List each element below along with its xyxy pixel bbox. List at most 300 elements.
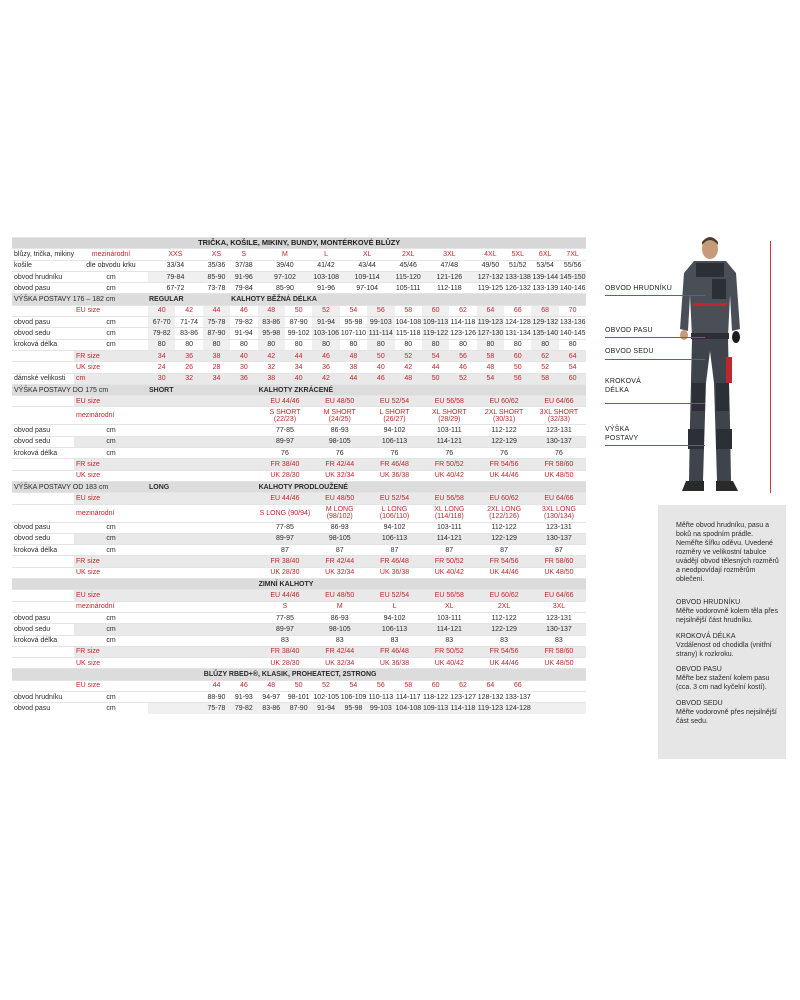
row-label [12,658,74,669]
size-value: 50 [367,350,394,361]
size-value: 80 [239,341,248,349]
unit-label: UK size [76,659,101,667]
size-value: FR 42/44 [312,459,367,470]
size-value: 124-128 [505,318,531,326]
size-value: 37/38 [235,262,253,270]
size-header: 48 [258,305,285,316]
size-value: 40 [230,350,257,361]
size-header: 40 [148,305,175,316]
size-header: XL [362,250,372,258]
label-waist: OBVOD PASU [605,327,653,334]
size-value: FR 46/48 [367,646,422,657]
size-value: 99-102 [287,330,310,338]
empty-cell [148,436,258,447]
size-value: FR 58/60 [531,556,586,567]
size-value: 122-129 [477,533,532,544]
size-value: 87 [390,546,399,554]
waist-line [605,337,705,338]
size-value: 83 [335,637,344,645]
fr-row [12,459,586,470]
size-value: XL SHORT (28/29) [431,408,467,423]
size-header: 62 [459,307,467,315]
info-intro: Měřte obvod hrudníku, pasu a boků na spodním prádle. Neměřte šířku oděvu. Uvedené rozměry ve velikostní tabulce uvádějí obvod tělesných rozměrů a neodpovídají rozměrům oblečení. [676,522,779,583]
size-header: 7XL [566,250,579,258]
size-value: 87 [335,546,344,554]
row-label: obvod sedu [14,535,51,543]
size-value: 40 [376,363,385,371]
size-value: 77-85 [276,614,294,622]
unit-label: UK size [76,472,101,480]
section-spacer [12,669,203,680]
size-value: 52 [395,350,422,361]
size-value: 123-131 [546,427,572,435]
size-value: 94-102 [383,614,406,622]
size-value: UK 44/46 [489,659,519,667]
size-value: 80 [312,339,339,350]
chest-line [605,295,705,296]
table-row [12,691,586,702]
size-value: 2XL LONG (122/126) [487,506,522,521]
row-label: dámské velikosti [14,375,66,383]
size-value: 111-114 [367,328,394,339]
size-value: EU 56/58 [422,590,477,601]
eu-row [12,680,586,691]
size-value: 114-118 [449,703,476,714]
row-label: kroková délka [14,341,58,349]
size-value: 124-128 [504,703,531,714]
size-value: 99-103 [367,703,394,714]
size-value: FR 58/60 [531,646,586,657]
empty-cell [148,504,258,522]
size-value: 40 [285,373,312,384]
size-value: 110-113 [368,693,394,701]
size-value: 44 [340,373,367,384]
size-value: 91-93 [234,693,253,701]
intl-row [12,504,586,522]
size-value: 121-126 [422,271,477,282]
size-value: 98-105 [312,436,367,447]
worker-figure [600,233,790,503]
unit-label: cm [106,546,116,554]
size-value: 83 [555,637,563,645]
size-value: 109-114 [340,271,395,282]
unit-label: EU size [76,307,101,315]
row-label: obvod pasu [14,284,51,292]
size-value: 80 [422,339,449,350]
empty-cell [531,703,586,714]
size-value: UK 36/38 [379,569,410,577]
size-value: 123-126 [450,330,476,338]
size-value: 46 [312,350,339,361]
size-value: 123-131 [546,524,572,532]
unit-label: cm [106,284,116,292]
size-value: 64 [559,350,587,361]
unit-label: dle obvodu krku [86,262,136,270]
unit-label: cm [74,624,148,635]
size-value: UK 32/34 [325,659,355,667]
size-value: 53/54 [536,262,554,270]
size-value: 112-122 [491,614,517,622]
size-value: 48 [395,373,422,384]
table-row [12,545,586,556]
size-header: 58 [404,307,413,315]
height-measure-line [770,241,771,493]
size-header: 58 [404,682,413,690]
size-value: EU 52/54 [367,396,422,407]
size-value: 67-70 [148,317,175,328]
size-value: 123-131 [546,614,572,622]
size-value: 77-85 [276,524,294,532]
size-value: 102-105 [313,693,340,701]
size-value: 127-132 [477,271,504,282]
size-value: 133-136 [559,318,586,326]
size-value: FR 54/56 [477,556,532,567]
row-label: obvod pasu [14,318,51,326]
size-value: 46 [459,363,467,371]
size-value: 88-90 [207,693,226,701]
size-value: 56 [449,350,476,361]
size-value: 49/50 [481,262,500,270]
section-name: LONG [148,481,258,492]
size-value: 43/44 [358,262,376,270]
size-value: 103-108 [312,271,339,282]
size-value: 38 [349,363,358,371]
row-label: kroková délka [14,546,58,554]
measurement-info-box [658,505,786,759]
size-header: 44 [212,682,221,690]
size-value: 52 [449,373,476,384]
table-row [12,260,586,271]
size-value: XL LONG (114/118) [434,506,465,521]
size-value: 89-97 [258,436,313,447]
size-value: 91-94 [312,317,339,328]
size-value: 91-96 [317,284,335,292]
ladies-row [12,373,586,384]
size-value: 98-105 [312,624,367,635]
size-value: 87-90 [285,703,312,714]
uk-row [12,470,586,481]
size-header: M [282,250,288,258]
unit-label: FR size [74,556,148,567]
size-header: 56 [376,682,385,690]
size-value: 103-111 [436,524,462,532]
section-title: ZIMNÍ KALHOTY [258,579,587,590]
size-value: 97-104 [356,284,379,292]
size-value: EU 64/66 [531,590,586,601]
size-header: 66 [513,682,522,690]
size-value: 128-132 [477,693,504,701]
size-value: 80 [258,339,285,350]
size-value: 46 [367,373,394,384]
size-value: 35/36 [207,262,226,270]
size-value: 115-120 [395,271,422,282]
size-value: 97-102 [258,271,313,282]
size-value: L LONG (106/110) [379,506,410,521]
size-value: UK 36/38 [379,472,410,480]
size-value: 106-109 [340,693,367,701]
size-value: 140-145 [559,330,586,338]
info-chest: OBVOD HRUDNÍKU Měřte vodorovně kolem těla přes nejsilnější část hrudníku. [676,599,778,624]
size-value: 139-144 [531,271,558,282]
size-value: 26 [185,363,193,371]
size-value: 3XL LONG (130/134) [541,506,576,521]
size-value: 76 [500,449,508,457]
size-value: 80 [459,341,467,349]
size-value: FR 50/52 [422,556,477,567]
size-header: 54 [349,307,358,315]
size-value: FR 46/48 [367,556,422,567]
size-value: 80 [477,339,504,350]
row-label: obvod pasu [14,524,51,532]
size-table [12,237,586,714]
row-label [12,407,74,425]
uk-row [12,362,586,373]
empty-cell [148,493,258,504]
size-value: FR 50/52 [422,459,477,470]
table-row [12,624,586,635]
size-value: 51/52 [509,262,527,270]
size-value: 60 [504,350,531,361]
size-value: 112-122 [491,524,517,532]
section-header-short [12,384,586,395]
section-header-winter [12,579,586,590]
size-value: 104-108 [395,318,422,326]
fr-row [12,646,586,657]
table-row [12,522,586,533]
size-value: 106-113 [367,533,422,544]
size-value: UK 48/50 [544,569,574,577]
size-value: L [392,603,397,611]
size-value: EU 52/54 [367,493,422,504]
size-value: 79-82 [234,318,253,326]
unit-label: cm [106,341,116,349]
size-value: 83-86 [258,317,285,328]
size-value: 44 [285,350,312,361]
unit-label: FR size [74,350,148,361]
size-value: 95-98 [258,328,285,339]
size-value: 129-132 [531,317,558,328]
section-height: VÝŠKA POSTAVY OD 183 cm [12,481,148,492]
size-value: 55/56 [563,262,582,270]
empty-cell [148,680,203,691]
size-value: EU 48/50 [312,493,367,504]
size-value: 76 [390,449,399,457]
size-value: 114-121 [422,624,477,635]
size-value: 80 [568,341,577,349]
size-value: 80 [531,339,558,350]
size-header: 2XL [401,250,415,258]
size-value: 80 [203,339,230,350]
size-value: 91-94 [312,703,339,714]
size-header: 52 [322,682,330,690]
empty-cell [148,522,258,533]
table-row [12,271,586,282]
row-label: obvod sedu [14,438,51,446]
unit-label: cm [106,318,116,326]
size-value: 105-111 [395,284,421,292]
size-value: 41/42 [317,262,335,270]
label-height: VÝŠKA POSTAVY [605,426,639,442]
size-value: 95-98 [344,318,363,326]
row-label [12,362,74,373]
size-value: 2XL [497,603,511,611]
size-header: 64 [486,682,495,690]
size-value: 80 [367,339,394,350]
section-name: REGULAR [148,294,230,305]
size-header: 42 [185,307,193,315]
row-label: blůzy, trička, mikiny [14,250,74,258]
size-value: FR 54/56 [477,646,532,657]
size-value: 135-140 [531,328,558,339]
size-header: 3XL [443,250,456,258]
size-value: 56 [504,373,531,384]
row-label: obvod pasu [14,614,51,622]
size-value: 87 [555,546,563,554]
size-value: 109-113 [422,317,449,328]
empty-cell [148,646,258,657]
size-header: 46 [239,307,248,315]
section-height: VÝŠKA POSTAVY 176 – 182 cm [12,294,148,305]
size-value: EU 60/62 [477,493,532,504]
size-value: EU 64/66 [531,396,586,407]
empty-cell [148,533,258,544]
size-value: 39/40 [276,262,294,270]
size-value: S [282,603,288,611]
size-value: 94-97 [262,693,281,701]
size-value: UK 32/34 [325,472,355,480]
unit-label: UK size [76,363,101,371]
size-value: 83 [500,637,508,645]
row-label [12,646,74,657]
size-value: EU 64/66 [531,493,586,504]
size-value: 58 [531,373,558,384]
size-value: 28 [212,363,221,371]
empty-cell [148,624,258,635]
size-value: 76 [555,449,563,457]
size-value: M [336,603,343,611]
eu-row [12,590,586,601]
unit-label: cm [74,373,148,384]
row-label [12,567,74,578]
size-value: 58 [477,350,504,361]
size-value: 42 [258,350,285,361]
size-value: 119-125 [477,284,503,292]
size-value: EU 44/46 [258,396,313,407]
uk-row [12,567,586,578]
size-value: 80 [349,341,358,349]
size-header: 56 [367,305,394,316]
size-value: 130-137 [531,533,586,544]
row-label [12,350,74,361]
section-title: KALHOTY BĚŽNÁ DÉLKA [230,294,586,305]
size-value: 91-94 [234,330,253,338]
size-value: 36 [175,350,202,361]
intl-row [12,407,586,425]
size-value: 107-110 [340,330,367,338]
size-value: 42 [404,363,413,371]
intl-row [12,601,586,612]
size-value: 76 [445,449,454,457]
empty-cell [148,635,258,646]
table-row [12,612,586,623]
size-value: 54 [477,373,504,384]
row-label: kroková délka [14,637,58,645]
size-value: 103-111 [436,427,462,435]
empty-cell [531,691,586,702]
size-value: FR 58/60 [531,459,586,470]
size-value: 80 [148,339,175,350]
size-value: UK 40/42 [434,472,464,480]
size-value: UK 28/30 [270,472,300,480]
row-label: obvod pasu [14,427,51,435]
size-value: 91-96 [230,271,257,282]
size-value: 104-108 [395,703,422,714]
size-value: 94-102 [383,524,406,532]
label-chest: OBVOD HRUDNÍKU [605,285,672,292]
size-header: 6XL [538,250,552,258]
section-header-long [12,481,586,492]
size-value: 79-84 [148,271,203,282]
size-header: 64 [477,305,504,316]
size-value: 133-139 [532,284,559,292]
empty-cell [148,658,258,669]
table-row [12,317,586,328]
unit-label: cm [106,693,116,701]
empty-cell [148,407,258,425]
size-value: UK 40/42 [434,569,464,577]
size-value: 114-117 [395,693,421,701]
size-value: 75-78 [203,317,230,328]
size-value: 133-138 [504,271,531,282]
size-value: 140-146 [559,284,586,292]
size-value: 87-90 [203,328,230,339]
row-label: obvod pasu [14,704,51,712]
size-value: 32 [267,363,276,371]
size-value: 33/34 [166,262,185,270]
size-value: 145-150 [559,271,587,282]
size-value: 38 [258,373,285,384]
empty-cell [148,396,258,407]
row-label: košile [14,262,32,270]
size-value: FR 42/44 [312,556,367,567]
size-value: 103-111 [436,614,462,622]
empty-cell [148,556,258,567]
unit-label: EU size [76,682,101,690]
size-header: 50 [294,307,303,315]
size-value: UK 28/30 [270,659,300,667]
size-value: 67-72 [166,284,185,292]
unit-label: mezinárodní [76,509,115,517]
size-value: 30 [239,363,248,371]
unit-label: mezinárodní [91,250,131,258]
table-row [12,339,586,350]
size-value: 48 [486,363,495,371]
section-header-regular [12,294,586,305]
size-header: 44 [203,305,230,316]
unit-label: EU size [74,396,148,407]
empty-cell [148,470,258,481]
size-value: L SHORT (26/27) [379,408,410,423]
uk-row [12,658,586,669]
size-header: 4XL [484,250,497,258]
row-label [12,556,74,567]
unit-label: cm [74,436,148,447]
size-value: 119-122 [422,328,449,339]
size-value: 50 [422,373,449,384]
size-value: 87-90 [289,318,308,326]
size-value: FR 54/56 [477,459,532,470]
eu-row [12,305,586,316]
